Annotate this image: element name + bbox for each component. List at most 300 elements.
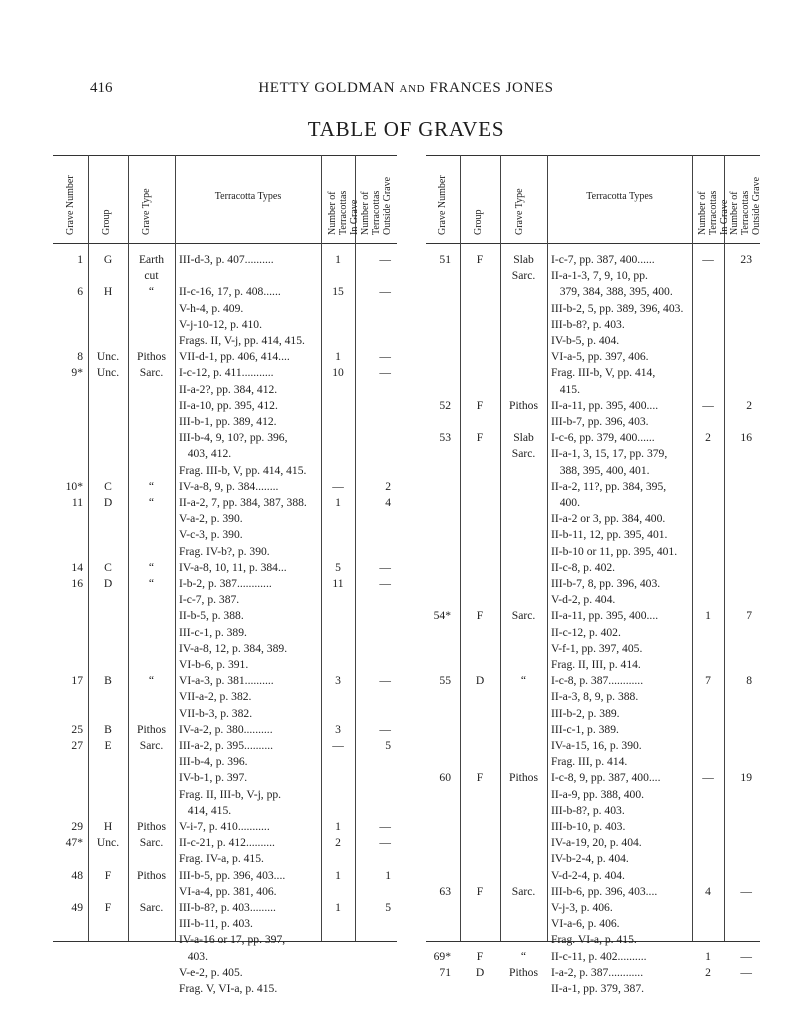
group-cell: F (104, 868, 112, 882)
header-grave-number: Grave Number (65, 175, 76, 235)
group-cell: G (103, 253, 113, 266)
grave-number-cell: 49 (71, 901, 83, 914)
table-row (53, 787, 397, 803)
grave-number-cell: 25 (71, 722, 83, 736)
header-terracottas-outside-grave: Number of Terracottas Outside Grave (360, 176, 393, 235)
terracotta-types-cell: VII-b-3, p. 382. (179, 706, 253, 720)
terracotta-types-cell: 414, 415. (179, 803, 232, 817)
table-row (53, 333, 397, 349)
terracotta-types-cell: V-a-2, p. 390. (179, 512, 243, 526)
terracotta-types-cell: IV-a-2, p. 380.......... (179, 722, 273, 736)
table-row (53, 284, 397, 300)
table-row (426, 754, 760, 770)
grave-type-cell: “ (148, 674, 155, 688)
table-row (53, 608, 397, 624)
table-row (426, 965, 760, 981)
table-row (426, 641, 760, 657)
in-grave-count-cell: 1 (335, 350, 341, 364)
terracotta-types-cell: III-b-1, pp. 389, 412. (179, 415, 277, 428)
grave-number-cell: 29 (71, 820, 83, 833)
table-row (426, 479, 760, 495)
outside-grave-count-cell: — (379, 836, 391, 850)
header-terracottas-outside-grave: Number of Terracottas Outside Grave (729, 176, 762, 235)
terracotta-types-cell: Frag. III-b, V, pp. 414, 415. (179, 463, 307, 477)
terracotta-types-cell: III-b-4, p. 396. (179, 755, 248, 769)
grave-type-cell: Sarc. (139, 366, 164, 380)
grave-number-cell: 9* (71, 366, 83, 380)
in-grave-count-cell: 10 (332, 366, 344, 380)
terracotta-types-cell: I-b-2, p. 387............ (179, 577, 272, 590)
grave-type-cell: Pithos (509, 771, 538, 785)
grave-number-cell: 1 (77, 253, 83, 266)
terracotta-types-cell: II-a-11, pp. 395, 400.... (551, 398, 659, 412)
table-row (426, 398, 760, 414)
table-row (426, 544, 760, 560)
table-row (53, 576, 397, 592)
running-title-part: HETTY GOLDMAN (258, 80, 400, 96)
terracotta-types-cell: 403. (179, 949, 208, 963)
table-row (53, 479, 397, 495)
outside-grave-count-cell: — (379, 366, 391, 380)
table-row (53, 722, 397, 738)
terracotta-types-cell: IV-b-2-4, p. 404. (551, 852, 629, 866)
table-row (53, 835, 397, 851)
outside-grave-count-cell: 2 (746, 398, 752, 412)
grave-number-cell: 63 (439, 884, 451, 898)
group-cell: C (104, 479, 112, 493)
group-cell: D (475, 965, 485, 979)
terracotta-types-cell: V-d-2, p. 404. (551, 593, 616, 607)
terracotta-types-cell: I-c-6, pp. 379, 400...... (551, 431, 655, 445)
grave-type-cell: “ (148, 496, 155, 509)
grave-type-cell: “ (148, 577, 155, 590)
group-cell: B (104, 674, 112, 688)
group-cell: H (103, 285, 113, 299)
outside-grave-count-cell: — (379, 820, 391, 833)
grave-type-cell: Pithos (137, 820, 166, 833)
terracotta-types-cell: 388, 395, 400, 401. (551, 463, 650, 477)
header-terracottas-in-grave: Number of Terracottas In Grave (327, 190, 360, 235)
in-grave-count-cell: 7 (705, 674, 711, 688)
in-grave-count-cell: 3 (335, 674, 341, 688)
table-row (53, 981, 397, 997)
table-row (53, 544, 397, 560)
terracotta-types-cell: IV-a-8, 10, 11, p. 384... (179, 560, 287, 574)
outside-grave-count-cell: 19 (740, 771, 752, 785)
in-grave-count-cell: — (702, 771, 714, 785)
outside-grave-count-cell: — (379, 285, 391, 299)
group-cell: D (103, 577, 113, 590)
group-cell: F (476, 884, 484, 898)
table-row (426, 722, 760, 738)
terracotta-types-cell: II-a-11, pp. 395, 400.... (551, 609, 659, 623)
grave-type-cell: “ (520, 674, 527, 688)
running-title (0, 80, 812, 97)
in-grave-count-cell: 1 (335, 253, 341, 266)
outside-grave-count-cell: — (379, 560, 391, 574)
in-grave-count-cell: — (332, 739, 344, 752)
terracotta-types-cell: III-a-2, p. 395.......... (179, 739, 274, 752)
table-row (426, 349, 760, 365)
terracotta-types-cell: IV-a-19, 20, p. 404. (551, 836, 642, 850)
header-grave-number: Grave Number (437, 175, 448, 235)
terracotta-types-cell: Frag. III-b, V, pp. 414, (551, 366, 656, 380)
grave-number-cell: 69* (433, 949, 451, 963)
terracotta-types-cell: III-d-3, p. 407.......... (179, 253, 274, 266)
group-cell: C (104, 560, 112, 574)
outside-grave-count-cell: 4 (385, 496, 391, 509)
table-row (426, 884, 760, 900)
terracotta-types-cell: III-b-8?, p. 403......... (179, 901, 276, 914)
group-cell: F (476, 771, 484, 785)
grave-number-cell: 10* (65, 479, 83, 493)
terracotta-types-cell: III-b-7, pp. 396, 403. (551, 415, 649, 428)
outside-grave-count-cell: — (740, 949, 752, 963)
table-row (53, 754, 397, 770)
terracotta-types-cell: II-a-2, 7, pp. 384, 387, 388. (179, 496, 307, 509)
table-title: TABLE OF GRAVES (307, 117, 505, 141)
grave-type-cell: Sarc. (139, 836, 164, 850)
terracotta-types-cell: IV-a-8, 9, p. 384........ (179, 479, 279, 493)
header-terracotta-types: Terracotta Types (214, 191, 282, 202)
table-row (426, 689, 760, 705)
grave-type-cell: Pithos (509, 965, 538, 979)
table-row (426, 787, 760, 803)
terracotta-types-cell: III-b-11, p. 403. (179, 917, 253, 931)
table-row (53, 317, 397, 333)
outside-grave-count-cell: 5 (385, 739, 391, 752)
page-header (0, 80, 812, 102)
running-title-part: FRANCES JONES (425, 80, 554, 96)
grave-type-cell: Slab (513, 253, 534, 266)
terracotta-types-cell: VI-a-5, pp. 397, 406. (551, 350, 649, 364)
table-row (426, 592, 760, 608)
grave-number-cell: 14 (71, 560, 83, 574)
group-cell: F (476, 609, 484, 623)
terracotta-types-cell: V-f-1, pp. 397, 405. (551, 641, 643, 655)
table-row (53, 965, 397, 981)
terracotta-types-cell: II-a-2 or 3, pp. 384, 400. (551, 512, 666, 526)
group-cell: F (476, 949, 484, 963)
table-row (53, 706, 397, 722)
terracotta-types-cell: II-b-11, 12, pp. 395, 401. (551, 528, 668, 542)
grave-type-cell: Pithos (137, 722, 166, 736)
terracotta-types-cell: II-a-10, pp. 395, 412. (179, 398, 278, 412)
outside-grave-count-cell: — (379, 722, 391, 736)
outside-grave-count-cell: 1 (385, 868, 391, 882)
table-row (426, 900, 760, 916)
page-number: 416 (90, 80, 113, 96)
terracotta-types-cell: II-c-21, p. 412.......... (179, 836, 275, 850)
outside-grave-count-cell: 23 (740, 253, 752, 266)
group-cell: Unc. (96, 366, 120, 380)
table-row (53, 495, 397, 511)
table-row (426, 268, 760, 284)
terracotta-types-cell: VII-a-2, p. 382. (179, 690, 252, 704)
terracotta-types-cell: V-i-7, p. 410........... (179, 820, 270, 833)
table-row (53, 657, 397, 673)
terracotta-types-cell: 415. (551, 382, 580, 396)
grave-type-cell: Sarc. (511, 609, 536, 623)
group-cell: B (104, 722, 112, 736)
terracotta-types-cell: III-b-5, pp. 396, 403.... (179, 868, 286, 882)
table-row (53, 560, 397, 576)
terracotta-types-cell: IV-a-16 or 17, pp. 397, (179, 933, 286, 947)
terracotta-types-cell: IV-a-8, 12, p. 384, 389. (179, 641, 288, 655)
grave-type-cell: “ (148, 285, 155, 299)
grave-type-cell: Sarc. (511, 447, 536, 461)
in-grave-count-cell: 2 (705, 431, 711, 445)
header-group: Group (101, 209, 112, 235)
grave-type-cell: Pithos (137, 350, 166, 364)
outside-grave-count-cell: — (379, 350, 391, 364)
table-row (426, 916, 760, 932)
table-row (53, 382, 397, 398)
terracotta-types-cell: VI-a-4, pp. 381, 406. (179, 884, 277, 898)
terracotta-types-cell: Frag. IV-b?, p. 390. (179, 544, 270, 558)
grave-type-cell: Sarc. (511, 884, 536, 898)
table-row (426, 414, 760, 430)
table-row (53, 365, 397, 381)
grave-number-cell: 48 (71, 868, 83, 882)
outside-grave-count-cell: 5 (385, 901, 391, 914)
table-row (53, 932, 397, 948)
group-cell: D (103, 496, 113, 509)
terracotta-types-cell: III-c-1, p. 389. (551, 722, 619, 736)
terracotta-types-cell: VII-d-1, pp. 406, 414.... (179, 350, 290, 364)
table-row (53, 268, 397, 284)
group-cell: F (104, 901, 112, 914)
grave-number-cell: 54* (433, 609, 451, 623)
terracotta-types-cell: Frags. II, V-j, pp. 414, 415. (179, 334, 305, 347)
terracotta-types-cell: II-a-1, pp. 379, 387. (551, 982, 645, 995)
table-row (53, 301, 397, 317)
terracotta-types-cell: Frag. II, III-b, V-j, pp. (179, 787, 282, 801)
table-row (53, 851, 397, 867)
grave-type-cell: Sarc. (139, 739, 164, 752)
table-row (53, 398, 397, 414)
terracotta-types-cell: IV-b-5, p. 404. (551, 334, 620, 347)
table-row (426, 673, 760, 689)
terracotta-types-cell: I-c-8, 9, pp. 387, 400.... (551, 771, 661, 785)
grave-type-cell: Pithos (509, 398, 538, 412)
grave-number-cell: 51 (439, 253, 451, 266)
table-row (53, 900, 397, 916)
table-row (426, 608, 760, 624)
table-row (53, 430, 397, 446)
group-cell: Unc. (96, 836, 120, 850)
terracotta-types-cell: II-c-12, p. 402. (551, 625, 621, 639)
terracotta-types-cell: VI-b-6, p. 391. (179, 658, 249, 671)
terracotta-types-cell: V-j-10-12, p. 410. (179, 317, 262, 331)
table-row (426, 657, 760, 673)
table-row (53, 625, 397, 641)
table-row (426, 365, 760, 381)
table-row (426, 317, 760, 333)
table-row (53, 916, 397, 932)
terracotta-types-cell: Frag. IV-a, p. 415. (179, 852, 264, 866)
table-row (53, 592, 397, 608)
graves-table-right (426, 155, 762, 995)
terracotta-types-cell: III-b-8?, p. 403. (551, 317, 625, 331)
table-row (426, 932, 760, 948)
in-grave-count-cell: 5 (335, 560, 341, 574)
table-row (426, 560, 760, 576)
in-grave-count-cell: 1 (705, 609, 711, 623)
terracotta-types-cell: III-b-4, 9, 10?, pp. 396, (179, 431, 288, 445)
outside-grave-count-cell: — (740, 965, 752, 979)
table-row (426, 527, 760, 543)
table-row (53, 463, 397, 479)
table-row (426, 333, 760, 349)
table-row (426, 463, 760, 479)
table-row (53, 803, 397, 819)
table-row (53, 868, 397, 884)
terracotta-types-cell: Frag. II, III, p. 414. (551, 658, 641, 671)
grave-number-cell: 60 (439, 771, 451, 785)
table-row (53, 673, 397, 689)
terracotta-types-cell: V-e-2, p. 405. (179, 965, 243, 979)
table-row (53, 641, 397, 657)
table-row (426, 576, 760, 592)
table-row (53, 884, 397, 900)
terracotta-types-cell: II-a-2?, pp. 384, 412. (179, 382, 278, 396)
table-row (426, 301, 760, 317)
terracotta-types-cell: II-a-3, 8, 9, p. 388. (551, 690, 639, 704)
group-cell: Unc. (96, 350, 120, 364)
table-row (53, 689, 397, 705)
outside-grave-count-cell: — (379, 674, 391, 688)
terracotta-types-cell: III-b-10, p. 403. (551, 820, 626, 833)
table-row (426, 252, 760, 268)
grave-type-cell: Earth (138, 253, 165, 266)
header-group: Group (473, 209, 484, 235)
table-header-rule (426, 243, 760, 244)
in-grave-count-cell: 4 (705, 884, 711, 898)
in-grave-count-cell: — (702, 253, 714, 266)
outside-grave-count-cell: 16 (740, 431, 752, 445)
terracotta-types-cell: V-h-4, p. 409. (179, 301, 244, 315)
group-cell: D (475, 674, 485, 688)
table-row (426, 625, 760, 641)
terracotta-types-cell: VI-a-6, p. 406. (551, 917, 620, 931)
table-row (53, 949, 397, 965)
terracotta-types-cell: IV-a-15, 16, p. 390. (551, 739, 642, 752)
terracotta-types-cell: V-d-2-4, p. 404. (551, 868, 625, 882)
terracotta-types-cell: III-b-8?, p. 403. (551, 803, 625, 817)
in-grave-count-cell: 1 (335, 868, 341, 882)
in-grave-count-cell: 1 (335, 496, 341, 509)
table-row (53, 738, 397, 754)
terracotta-types-cell: II-c-16, 17, p. 408...... (179, 285, 281, 299)
table-top-rule (53, 155, 397, 156)
in-grave-count-cell: — (332, 479, 344, 493)
terracotta-types-cell: III-b-6, pp. 396, 403.... (551, 884, 658, 898)
terracotta-types-cell: II-a-1-3, 7, 9, 10, pp. (551, 269, 648, 283)
table-row (426, 284, 760, 300)
grave-type-cell: Slab (513, 431, 534, 445)
table-row (426, 446, 760, 462)
outside-grave-count-cell: — (379, 577, 391, 590)
table-row (426, 511, 760, 527)
group-cell: H (103, 820, 113, 833)
terracotta-types-cell: I-a-2, p. 387............ (551, 965, 644, 979)
table-row (53, 511, 397, 527)
terracotta-types-cell: 403, 412. (179, 447, 232, 461)
graves-table-left (53, 155, 397, 995)
grave-type-cell: Sarc. (139, 901, 164, 914)
header-grave-type: Grave Type (141, 188, 152, 235)
table-top-rule (426, 155, 760, 156)
terracotta-types-cell: 400. (551, 496, 580, 509)
terracotta-types-cell: III-b-2, 5, pp. 389, 396, 403. (551, 301, 684, 315)
grave-type-cell: cut (144, 269, 159, 283)
in-grave-count-cell: 1 (705, 949, 711, 963)
terracotta-types-cell: II-b-5, p. 388. (179, 609, 244, 623)
terracotta-types-cell: III-c-1, p. 389. (179, 625, 247, 639)
in-grave-count-cell: 2 (335, 836, 341, 850)
grave-number-cell: 16 (71, 577, 83, 590)
table-row (426, 770, 760, 786)
terracotta-types-cell: Frag. V, VI-a, p. 415. (179, 982, 278, 995)
terracotta-types-cell: VI-a-3, p. 381.......... (179, 674, 274, 688)
outside-grave-count-cell: — (740, 884, 752, 898)
terracotta-types-cell: I-c-12, p. 411........... (179, 366, 274, 380)
table-row (426, 868, 760, 884)
terracotta-types-cell: II-b-10 or 11, pp. 395, 401. (551, 544, 678, 558)
terracotta-types-cell: I-c-7, p. 387. (179, 593, 240, 607)
in-grave-count-cell: 1 (335, 820, 341, 833)
terracotta-types-cell: II-a-2, 11?, pp. 384, 395, (551, 479, 667, 493)
group-cell: F (476, 253, 484, 266)
in-grave-count-cell: 2 (705, 965, 711, 979)
table-row (53, 446, 397, 462)
grave-number-cell: 71 (439, 965, 451, 979)
table-row (426, 851, 760, 867)
table-row (426, 382, 760, 398)
in-grave-count-cell: 11 (332, 577, 344, 590)
grave-number-cell: 8 (77, 350, 83, 364)
in-grave-count-cell: — (702, 398, 714, 412)
table-row (53, 349, 397, 365)
in-grave-count-cell: 1 (335, 901, 341, 914)
terracotta-types-cell: II-a-1, 3, 15, 17, pp. 379, (551, 447, 668, 461)
terracotta-types-cell: I-c-7, pp. 387, 400...... (551, 253, 655, 266)
grave-number-cell: 6 (77, 285, 83, 299)
terracotta-types-cell: II-a-9, pp. 388, 400. (551, 787, 645, 801)
terracotta-types-cell: III-b-7, 8, pp. 396, 403. (551, 577, 661, 590)
outside-grave-count-cell: 7 (746, 609, 752, 623)
table-row (426, 835, 760, 851)
grave-number-cell: 55 (439, 674, 451, 688)
group-cell: F (476, 431, 484, 445)
grave-type-cell: Pithos (137, 868, 166, 882)
grave-number-cell: 52 (439, 398, 451, 412)
outside-grave-count-cell: 8 (746, 674, 752, 688)
table-row (426, 738, 760, 754)
table-header-rule (53, 243, 397, 244)
terracotta-types-cell: II-c-8, p. 402. (551, 560, 616, 574)
header-terracotta-types: Terracotta Types (586, 191, 653, 202)
table-row (53, 527, 397, 543)
terracotta-types-cell: V-j-3, p. 406. (551, 901, 613, 914)
terracotta-types-cell: III-b-2, p. 389. (551, 706, 620, 720)
grave-type-cell: “ (148, 560, 155, 574)
grave-number-cell: 27 (71, 739, 83, 752)
group-cell: E (104, 739, 112, 752)
terracotta-types-cell: II-c-11, p. 402.......... (551, 949, 647, 963)
header-grave-type: Grave Type (514, 188, 525, 235)
